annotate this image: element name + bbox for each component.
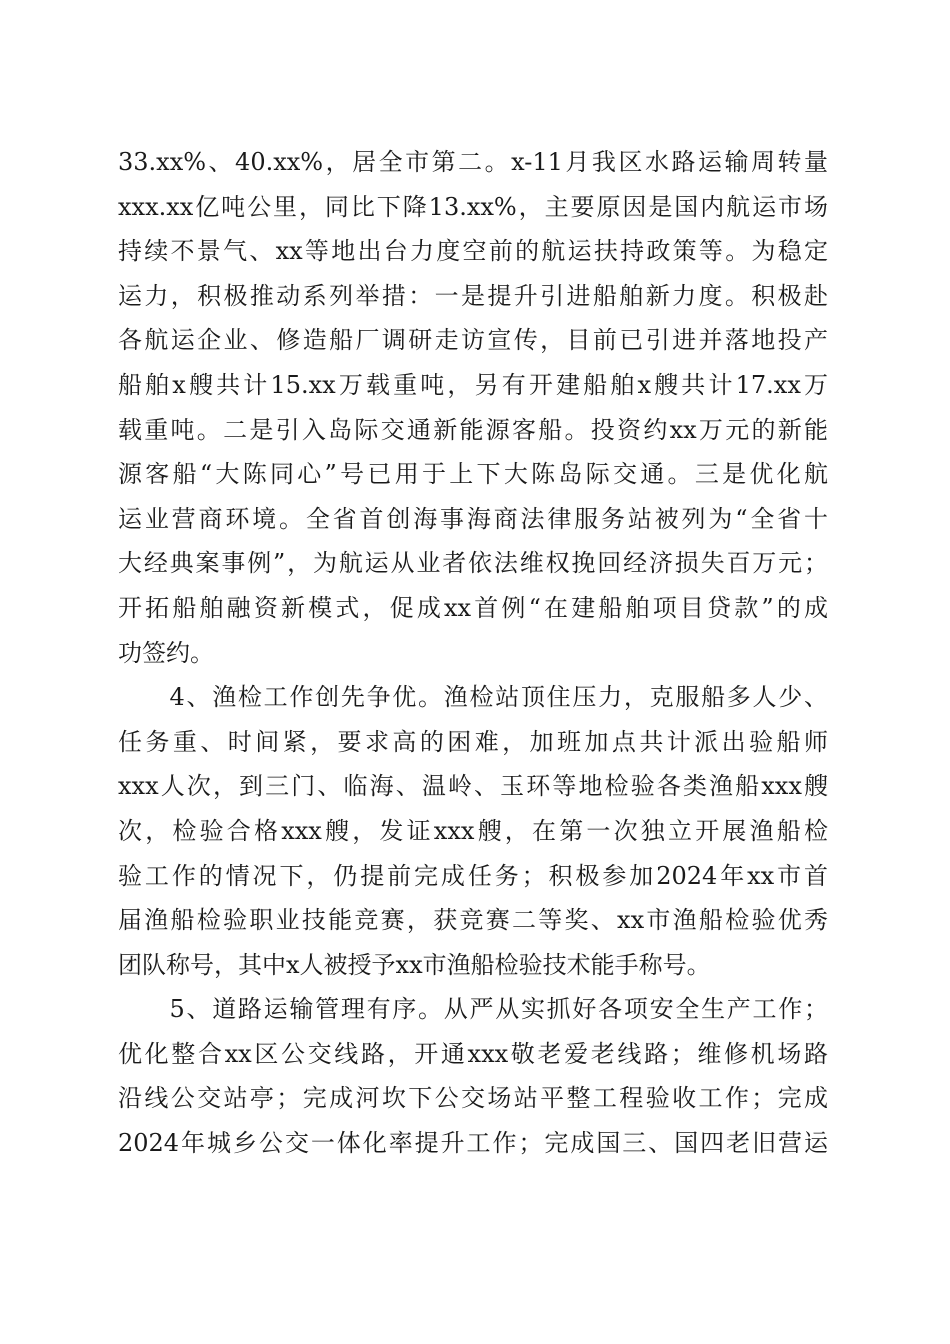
text-line: 33.xx%、40.xx%，居全市第二。x-11月我区水路运输周转量 [118, 148, 828, 176]
text-line: 验工作的情况下，仍提前完成任务；积极参加2024年xx市首 [118, 861, 828, 890]
text-line: 4、渔检工作创先争优。渔检站顶住压力，克服船多人少、 [118, 683, 828, 712]
paragraph-fishing-inspection [118, 675, 828, 987]
text-line: 开拓船舶融资新模式，促成xx首例“在建船舶项目贷款”的成 [118, 593, 828, 622]
text-line: 次，检验合格xxx艘，发证xxx艘，在第一次独立开展渔船检 [118, 816, 828, 845]
text-line: 载重吨。二是引入岛际交通新能源客船。投资约xx万元的新能 [118, 415, 828, 444]
document-body [118, 140, 828, 1166]
text-line: xxx.xx亿吨公里，同比下降13.xx%，主要原因是国内航运市场 [118, 192, 828, 221]
text-line: 功签约。 [118, 638, 214, 667]
text-line: 2024年城乡公交一体化率提升工作；完成国三、国四老旧营运 [118, 1129, 828, 1158]
text-line: xxx人次，到三门、临海、温岭、玉环等地检验各类渔船xxx艘 [118, 772, 828, 801]
text-line: 届渔船检验职业技能竞赛，获竞赛二等奖、xx市渔船检验优秀 [118, 906, 828, 935]
text-line: 大经典案事例”，为航运从业者依法维权挽回经济损失百万元； [118, 549, 828, 578]
paragraph-road-transport [118, 987, 828, 1165]
text-line: 持续不景气、xx等地出台力度空前的航运扶持政策等。为稳定 [118, 237, 828, 266]
text-line: 沿线公交站亭；完成河坎下公交场站平整工程验收工作；完成 [118, 1084, 828, 1113]
text-line: 任务重、时间紧，要求高的困难，加班加点共计派出验船师 [118, 727, 828, 756]
text-line: 优化整合xx区公交线路，开通xxx敬老爱老线路；维修机场路 [118, 1039, 828, 1068]
paragraph-shipping [118, 140, 828, 675]
text-line: 团队称号，其中x人被授予xx市渔船检验技术能手称号。 [118, 950, 711, 979]
text-line: 源客船“大陈同心”号已用于上下大陈岛际交通。三是优化航 [118, 460, 828, 489]
text-line: 5、道路运输管理有序。从严从实抓好各项安全生产工作； [118, 995, 828, 1024]
text-line: 运业营商环境。全省首创海事海商法律服务站被列为“全省十 [118, 504, 828, 533]
text-line: 船舶x艘共计15.xx万载重吨，另有开建船舶x艘共计17.xx万 [118, 370, 828, 399]
text-line: 运力，积极推动系列举措：一是提升引进船舶新力度。积极赴 [118, 281, 828, 310]
text-line: 各航运企业、修造船厂调研走访宣传，目前已引进并落地投产 [118, 326, 828, 355]
